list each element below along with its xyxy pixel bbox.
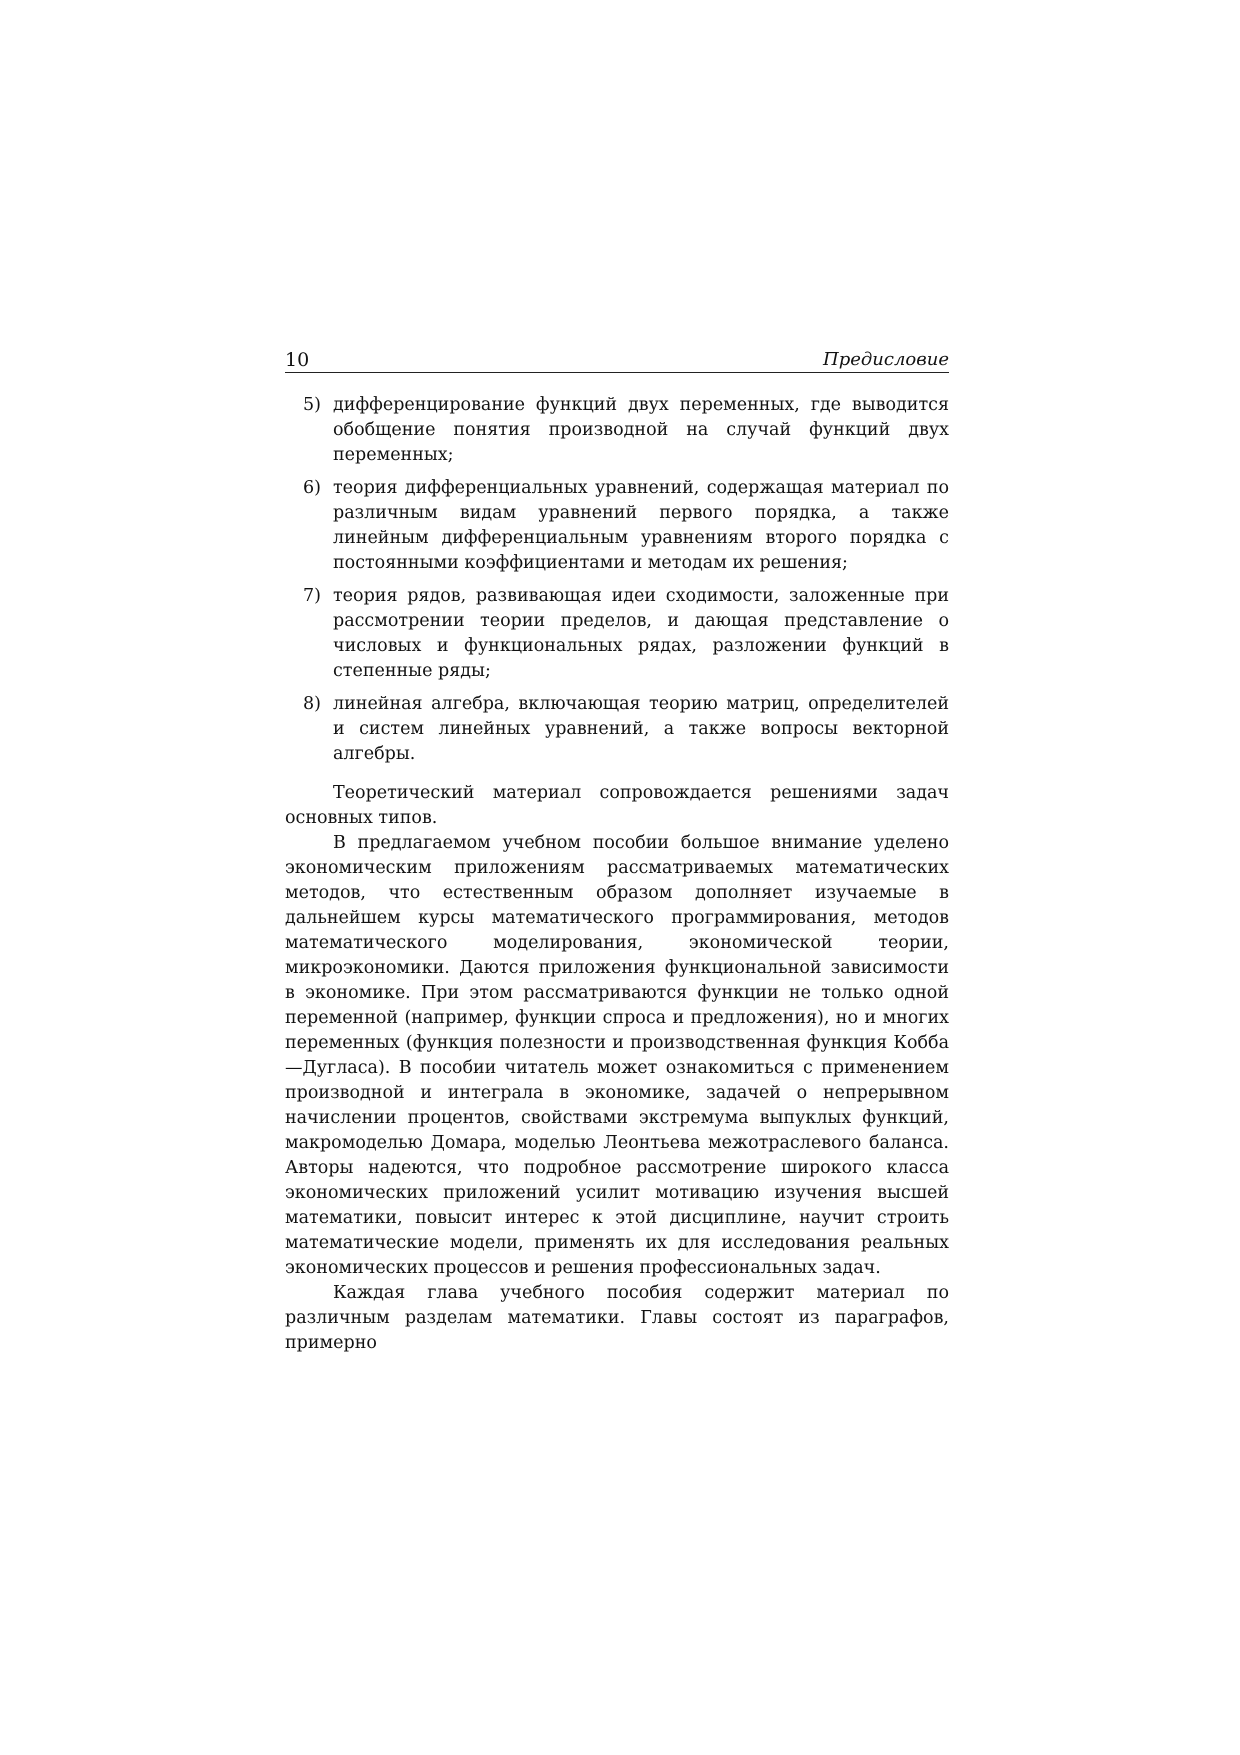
page-header xyxy=(285,350,949,373)
body-text xyxy=(285,781,949,1356)
list-item-number: 5) xyxy=(303,395,321,415)
list-item-number: 8) xyxy=(303,694,321,714)
list-item xyxy=(285,584,949,684)
paragraph: В предлагаемом учебном пособии большое внимание уделено экономическим приложениям рассматриваемых математических методов, что естественным образом дополняет изучаемые в дальнейшем курсы математического программирования, методов математического моделирования, экономической теории, микроэкономики. Даются приложения функциональной зависимости в экономике. При этом рассматриваются функции не только одной переменной (например, функции спроса и предложения), но и многих переменных (функция полезности и производственная функция Кобба—Дугласа). В пособии читатель может ознакомиться с применением производной и интеграла в экономике, задачей о непрерывном начислении процентов, свойствами экстремума выпуклых функций, макромоделью Домара, моделью Леонтьева межотраслевого баланса. Авторы надеются, что подробное рассмотрение широкого класса экономических приложений усилит мотивацию изучения высшей математики, повысит интерес к этой дисциплине, научит строить математические модели, применять их для исследования реальных экономических процессов и решения профессиональных задач. xyxy=(285,833,949,1278)
list-item xyxy=(285,393,949,468)
page-number: 10 xyxy=(285,349,310,371)
list-item-number: 7) xyxy=(303,586,321,606)
list-item-text: теория дифференциальных уравнений, содержащая материал по различным видам уравнений первого порядка, а также линейным дифференциальным уравнениям второго порядка с постоянными коэффициентами и методам их решения; xyxy=(333,478,949,573)
paragraph: Каждая глава учебного пособия содержит материал по различным разделам математики. Главы состоят из параграфов, примерно xyxy=(285,1283,949,1353)
list-item-number: 6) xyxy=(303,478,321,498)
list-item xyxy=(285,692,949,767)
list-item-text: линейная алгебра, включающая теорию матриц, определителей и систем линейных уравнений, а также вопросы векторной алгебры. xyxy=(333,694,949,764)
paragraph: Теоретический материал сопровождается решениями задач основных типов. xyxy=(285,783,949,828)
list-item-text: теория рядов, развивающая идеи сходимости, заложенные при рассмотрении теории пределов, и дающая представление о числовых и функциональных рядах, разложении функций в степенные ряды; xyxy=(333,586,949,681)
list-item xyxy=(285,476,949,576)
list-item-text: дифференцирование функций двух переменных, где выводится обобщение понятия производной на случай функций двух переменных; xyxy=(333,395,949,465)
page-body xyxy=(285,393,949,1356)
topics-list xyxy=(285,393,949,767)
running-title: Предисловие xyxy=(823,349,949,370)
